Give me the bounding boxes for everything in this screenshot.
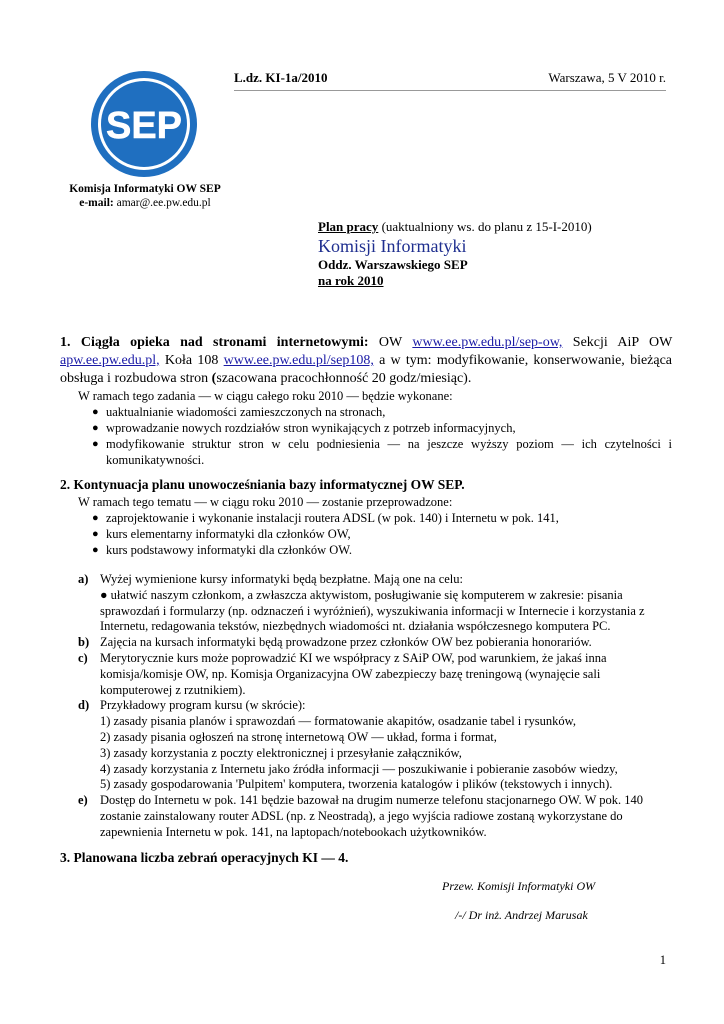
- link-apw[interactable]: apw.ee.pw.edu.pl,: [60, 353, 160, 368]
- section-1-aip: Sekcji AiP OW: [572, 335, 673, 350]
- link-sep-ow[interactable]: www.ee.pw.edu.pl/sep-ow,: [412, 335, 563, 350]
- item-e: [60, 793, 672, 840]
- section-1-text-c: szacowana pracochłonność 20 godz/miesiąc).: [216, 371, 472, 386]
- section-1-paren: (: [211, 371, 217, 386]
- item-label: d): [78, 698, 90, 713]
- section-1-bullets: [60, 404, 672, 468]
- list-item: ● modyfikowanie struktur stron w celu podniesienia — na jeszcze wyższy poziom — ich czytelności i komunikatywności.: [92, 436, 672, 468]
- section-1-text-b: bieżąca obsługa i rozbudowa stron: [60, 353, 673, 386]
- course-topic: 4) zasady korzystania z Internetu jako źródła informacji — poszukiwanie i pobieranie zasobów wiedzy,: [100, 761, 618, 776]
- place-date: Warszawa, 5 V 2010 r.: [548, 70, 666, 85]
- course-topic: 5) zasady gospodarowania 'Pulpitem' komputera, tworzenia katalogów i plików (tekstowych i innych).: [100, 777, 613, 792]
- section-1-text-a: a w tym: modyfikowanie, konserwowanie,: [379, 353, 625, 368]
- list-item: ● uaktualnianie wiadomości zamieszczonych na stronach,: [92, 404, 672, 420]
- item-label: a): [78, 572, 89, 586]
- item-label: c): [78, 650, 88, 665]
- sep-logo: [88, 68, 200, 180]
- section-1-intro: W ramach tego zadania — w ciągu całego roku 2010 — będzie wykonane:: [78, 389, 453, 403]
- header-divider: [234, 90, 666, 91]
- plan-title-block: [318, 219, 592, 289]
- section-2-items: [60, 572, 672, 841]
- item-text: Zajęcia na kursach informatyki będą prowadzone przez członków OW bez pobierania honorariów.: [100, 635, 592, 650]
- course-topic: 2) zasady pisania ogłoszeń na stronę internetową OW — układ, forma i format,: [100, 729, 497, 744]
- section-1-heading: 1. Ciągła opieka nad stronami internetowymi:: [60, 335, 369, 350]
- item-label: e): [78, 793, 88, 808]
- link-sep108[interactable]: www.ee.pw.edu.pl/sep108,: [223, 353, 374, 368]
- plan-title: Plan pracy: [318, 219, 379, 234]
- section-1-ow: OW: [378, 335, 402, 350]
- org-info: [40, 182, 250, 210]
- item-b: [60, 635, 672, 651]
- section-2-bullets: [60, 510, 672, 558]
- item-text: Merytorycznie kurs może poprowadzić KI we współpracy z SAiP OW, pod warunkiem, że jakaś inna komisja/komisje OW, np. Komisja Organizacyjna OW zabezpieczy bazę treningową (wynajęcie sali komputerowej z rzutnikiem).: [100, 650, 607, 697]
- item-text: Dostęp do Internetu w pok. 141 będzie bazował na drugim numerze telefonu stacjonarnego OW. W pok. 140 zostanie zainstalowany router ADSL (np. z Neostradą), a jego wyjścia radiowe zostaną wykorzystane do zapewnienia Internetu w pok. 141, na laptopach/notebookach użytkowników.: [100, 793, 644, 839]
- org-name: Komisja Informatyki OW SEP: [69, 183, 221, 195]
- item-subtext: ● ułatwić naszym członkom, a zwłaszcza aktywistom, posługiwanie się komputerem w zakresie: pisania sprawozdań i formularzy (np. odznaczeń i wyróżnień), wyszukiwania informacji w Internecie i korzystania z Internetu, redagowania tekstów, niezbędnych wiadomości nt. działania współczesnego komputera PC.: [100, 587, 645, 634]
- item-text: Przykładowy program kursu (w skrócie):: [100, 698, 306, 713]
- branch-name: Oddz. Warszawskiego SEP: [318, 257, 468, 272]
- section-2: [60, 476, 672, 558]
- svg-text:SEP: SEP: [105, 105, 183, 147]
- list-item: ● wprowadzanie nowych rozdziałów stron wynikających z potrzeb informacyjnych,: [92, 420, 672, 436]
- list-item: ● zaprojektowanie i wykonanie instalacji routera ADSL (w pok. 140) i Internetu w pok. 141,: [92, 510, 672, 526]
- reference-number: L.dz. KI-1a/2010: [234, 70, 328, 85]
- item-label: b): [78, 635, 90, 650]
- section-1: [60, 334, 672, 468]
- plan-year: na rok 2010: [318, 273, 384, 288]
- plan-note: (uaktualniony ws. do planu z 15-I-2010): [381, 219, 592, 234]
- section-1-kolo: Koła 108: [164, 353, 219, 368]
- item-a: [60, 572, 672, 635]
- item-text: Wyżej wymienione kursy informatyki będą bezpłatne. Mają one na celu:: [100, 572, 464, 586]
- signature-name: /-/ Dr inż. Andrzej Marusak: [455, 908, 588, 922]
- item-c: [60, 651, 672, 698]
- list-item: ● kurs podstawowy informatyki dla członków OW.: [92, 542, 672, 558]
- email-label: e-mail:: [79, 197, 114, 209]
- email-value[interactable]: amar@.ee.pw.edu.pl: [116, 197, 211, 209]
- section-3-heading: 3. Planowana liczba zebrań operacyjnych KI — 4.: [60, 850, 349, 865]
- committee-name: Komisji Informatyki: [318, 236, 467, 256]
- section-2-intro: W ramach tego tematu — w ciągu roku 2010 — zostanie przeprowadzone:: [78, 495, 453, 509]
- course-topic: 3) zasady korzystania z poczty elektronicznej i przesyłanie załączników,: [100, 745, 462, 760]
- course-topic: 1) zasady pisania planów i sprawozdań — formatowanie akapitów, osadzanie tabel i rysunków,: [100, 714, 577, 729]
- item-d: [60, 698, 672, 793]
- signature-role: Przew. Komisji Informatyki OW: [442, 879, 596, 893]
- page-number: 1: [659, 953, 666, 967]
- section-2-heading: 2. Kontynuacja planu unowocześniania bazy informatycznej OW SEP.: [60, 477, 465, 492]
- list-item: ● kurs elementarny informatyki dla członków OW,: [92, 526, 672, 542]
